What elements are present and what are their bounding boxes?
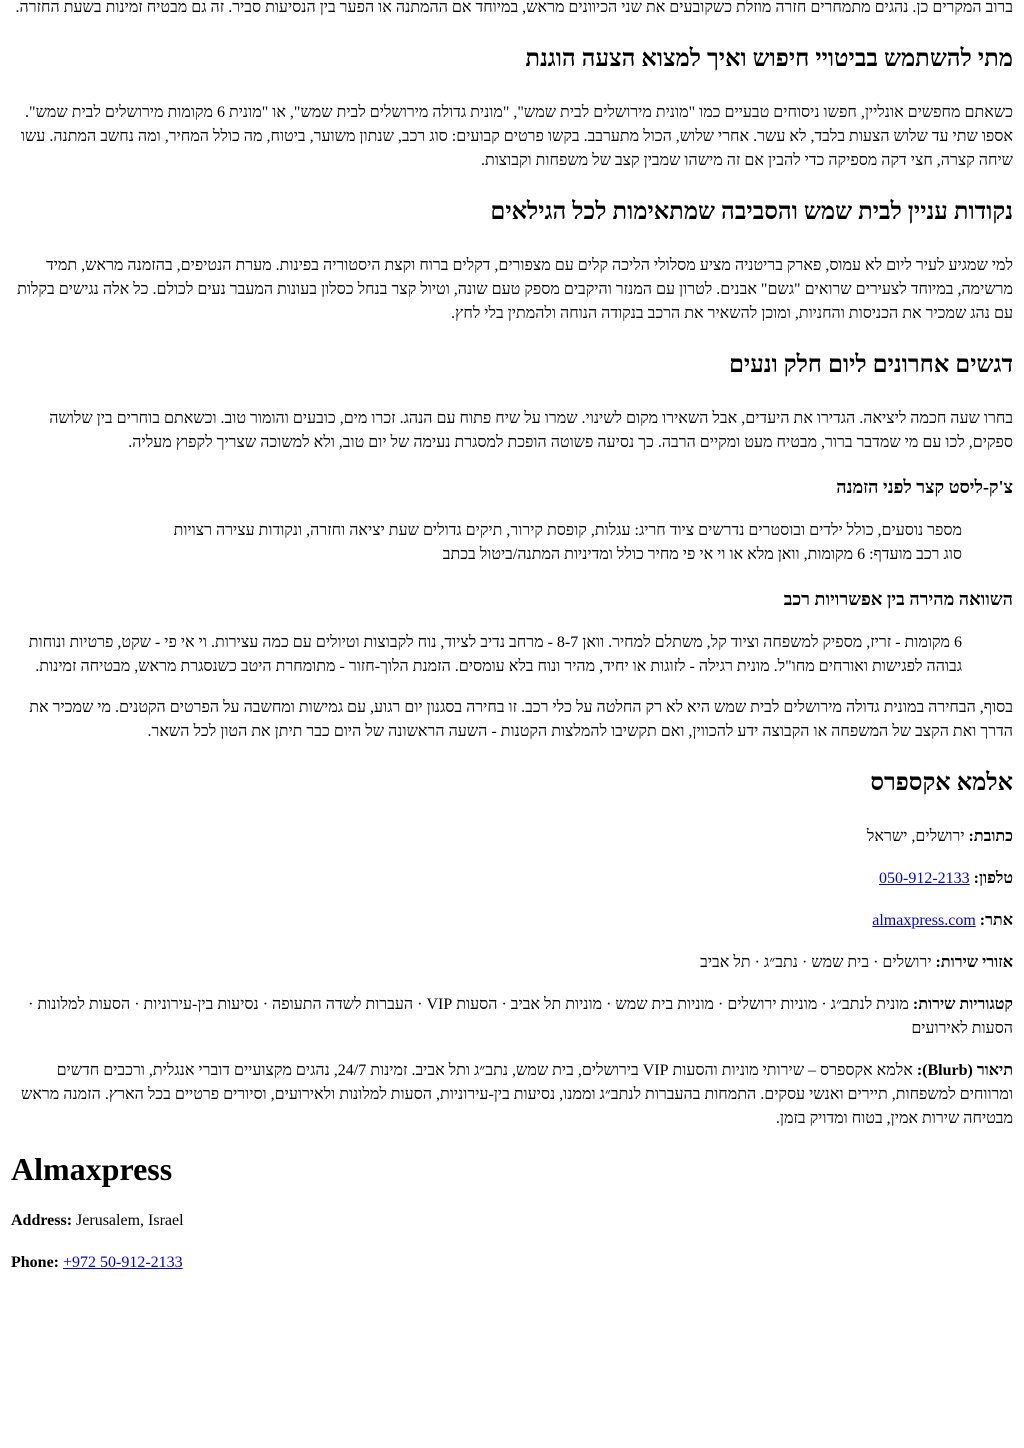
address-line-hebrew [11,825,1013,849]
service-categories-line [11,993,1013,1041]
blurb-label: תיאור (Blurb): [916,1062,1013,1079]
business-title-english: Almaxpress [11,1151,173,1187]
phone-label-english: Phone: [11,1254,59,1271]
comparison-list [11,631,1013,679]
search-tips-paragraph: כשאתם מחפשים אונליין, חפשו ניסוחים טבעיים כמו "מונית מירושלים לבית שמש", "מונית גדולה מירושלים לבית שמש", או "מונית 6 מקומות מירושלים לבית שמש". אספו שתי עד שלוש הצעות בלבד, לא עשר. אחרי שלוש, הכול מתערבב. בקשו פרטים קבועים: סוג רכב, שנתון משוער, ביטוח, מה כולל המחיר, ומה נחשב המתנה. עשו שיחה קצרה, חצי דקה מספיקה כדי להבין אם זה מישהו שמבין קצב של משפחות וקבוצות. [20,104,1013,169]
address-label-english: Address: [11,1212,73,1229]
service-categories-label: קטגוריות שירות: [912,996,1013,1013]
checklist-item: סוג רכב מועדף: 6 מקומות, וואן מלא או וי אי פי מחיר כולל ומדיניות המתנה/ביטול בכתב [442,546,962,563]
service-categories-value: מונית לנתב״ג · מוניות ירושלים · מוניות בית שמש · מוניות תל אביב · הסעות VIP · העברות לשדה התעופה · נסיעות בין-עירוניות · הסעות למלונות · הסעות לאירועים [28,996,1013,1037]
website-label: אתר: [979,912,1013,929]
address-value: ירושלים, ישראל [866,828,965,845]
comparison-item: 6 מקומות - זריז, מספיק למשפחה וציוד קל, משתלם למחיר. וואן 8-7 - מרחב נדיב לציוד, נוח לקבוצות וטיולים עם כמה עצירות. וי אי פי - שקט, פרטיות ונוחות גבוהה לפגישות ואורחים מחו"ל. מונית רגילה - לזוגות או יחיד, מהיר ונוח בלא עומסים. הזמנת הלוך-חזור - מתומחרת היטב כשנסגרת מראש, מבטיחה זמינות. [28,634,962,675]
intro-paragraph-tail: ברוב המקרים כן. נהגים מתמחרים חזרה מוזלת כשקובעים את שני הכיוונים מראש, במיוחד אם ההמתנה או הפער בין הנסיעות סביר. זה גם מבטיח זמינות בשעת החזרה. [15,0,1013,16]
final-tips-paragraph: בחרו שעה חכמה ליציאה. הגדירו את היעדים, אבל השאירו מקום לשינוי. שמרו על שיח פתוח עם הנהג. זכרו מים, כובעים והומור טוב. וכשאתם בוחרים בין שלושה ספקים, לכו עם מי שמדבר ברור, מבטיח מעט ומקיים הרבה. כך נסיעה פשוטה הופכת למסגרת נעימה של יום טוב, ולא למשוכה שצריך לקפוץ מעליה. [49,410,1013,451]
article-page [11,0,1013,1275]
blurb-value: אלמא אקספרס – שירותי מוניות והסעות VIP בירושלים, בית שמש, נתב״ג ותל אביב. זמינות 24/7, נהגים מקצועיים דוברי אנגלית, ורכבים חדשים ומרווחים למשפחות, תיירים ואנשי עסקים. התמחות בהעברות לנתב״ג וממנו, נסיעות בין-עירוניות, הסעות למלונות ולאירועים, וסיורים פרטיים בכל הארץ. הזמנה מראש מבטיחה שירות אמין, בטוח ומדויק בזמן. [20,1062,1013,1127]
service-areas-value: ירושלים · בית שמש · נתב״ג · תל אביב [700,954,932,971]
section-heading-final-tips: דגשים אחרונים ליום חלק ונעים [728,352,1013,378]
phone-line-english [11,1251,1013,1275]
service-areas-line [11,951,1013,975]
phone-line-hebrew [11,867,1013,891]
phone-link-english[interactable]: +972 50-912-2133 [63,1254,183,1271]
phone-link[interactable]: 050-912-2133 [878,870,970,887]
phone-label: טלפון: [973,870,1013,887]
business-title-hebrew: אלמא אקספרס [870,770,1013,796]
english-business-card [11,1149,1013,1275]
website-link[interactable]: almaxpress.com [872,912,976,929]
comparison-heading: השוואה מהירה בין אפשרויות רכב [783,589,1013,609]
address-label: כתובת: [968,828,1013,845]
section-heading-attractions: נקודות עניין לבית שמש והסביבה שמתאימות לכל הגילאים [490,199,1013,225]
website-line-hebrew [11,909,1013,933]
closing-paragraph: בסוף, הבחירה במונית גדולה מירושלים לבית שמש היא לא רק החלטה על כלי רכב. זו בחירה בסגנון יום רגוע, עם גמישות ומחשבה על הפרטים הקטנים. מי שמכיר את הדרך ואת הקצב של המשפחה או הקבוצה ידע להכווין, ואם תקשיבו להמלצות הקטנות - השעה הראשונה של היום כבר תיתן את הטון לכל השאר. [29,699,1013,740]
checklist-list [11,519,1013,567]
blurb-line [11,1059,1013,1131]
address-line-english [11,1209,1013,1233]
attractions-paragraph: למי שמגיע לעיר ליום לא עמוס, פארק בריטניה מציע מסלולי הליכה קלים עם מצפורים, דקלים ברוח וקצת היסטוריה בפינות. מערת הנטיפים, בהזמנה מראש, תמיד מרשימה, במיוחד לצעירים שרואים "גשם" אבנים. לטרון עם המנזר והיקבים מספק טעם שונה, וטיול קצר בנחל כסלון בעונות המעבר נעים לכולם. כל אלה נגישים בקלות עם נהג שמכיר את הכניסות והחניות, ומוכן להשאיר את הרכב בנקודה הנוחה ולהמתין בלי לחץ. [17,257,1013,322]
section-heading-search-tips: מתי להשתמש בביטויי חיפוש ואיך למצוא הצעה הוגנת [525,46,1013,72]
hebrew-article [11,0,1013,1131]
service-areas-label: אזורי שירות: [935,954,1013,971]
checklist-item: מספר נוסעים, כולל ילדים ובוסטרים נדרשים ציוד חריג: עגלות, קופסת קירור, תיקים גדולים שעת יציאה וחזרה, ונקודות עצירה רצויות [173,522,962,539]
address-value-english: Jerusalem, Israel [76,1212,184,1229]
checklist-heading: צ'ק-ליסט קצר לפני הזמנה [836,477,1013,497]
